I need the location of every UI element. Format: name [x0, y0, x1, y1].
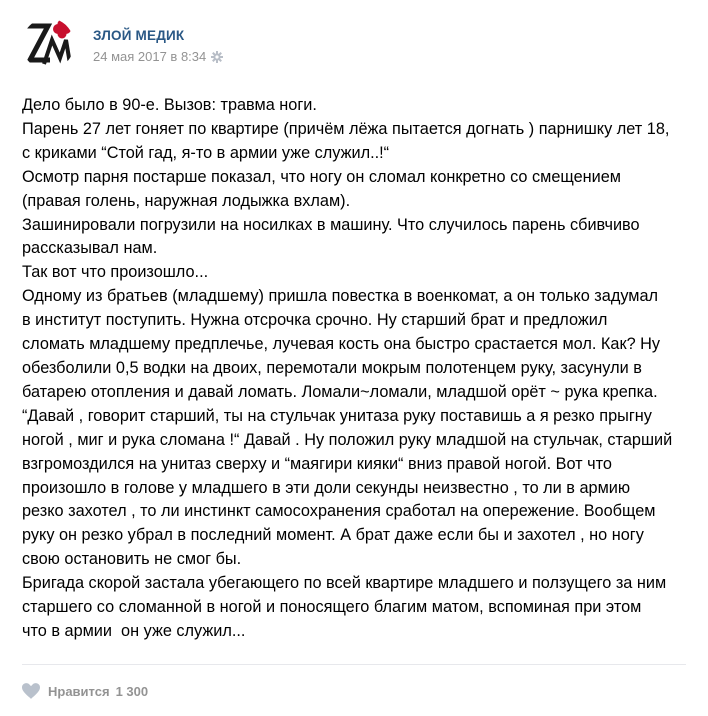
- post-text: [22, 94, 692, 644]
- post-text-line: обезболили 0,5 водки на двоих, перемотали мокрым полотенцем руку, засунули в: [22, 358, 642, 377]
- like-label: Нравится: [48, 683, 110, 699]
- post-text-line: Так вот что произошло...: [22, 263, 209, 282]
- post-text-line: (правая голень, наружная лодыжка вхлам).: [22, 191, 351, 210]
- post-text-line: произошло в голове у младшего в эти доли секунды неизвестно , то ли в армию: [22, 478, 631, 497]
- post-text-line: в институт поступить. Нужна отсрочка срочно. Ну старший брат и предложил: [22, 311, 608, 330]
- post-text-line: Осмотр парня постарше показал, что ногу он сломал конкретно со смещением: [22, 167, 621, 186]
- author-block: [93, 28, 223, 65]
- post-text-line: резко захотел , то ли инстинкт самосохранения сработал на опережение. Вообщем: [22, 502, 656, 521]
- post-header: [22, 18, 682, 70]
- footer-divider: [22, 664, 686, 665]
- avatar[interactable]: [22, 18, 74, 70]
- heart-icon: [22, 683, 40, 699]
- post-text-line: Бригада скорой застала убегающего по всей квартире младшего и ползущего за ним: [22, 574, 667, 593]
- post-text-line: ногой , миг и рука сломана !“ Давай . Ну положил руку младшой на стульчак, старший: [22, 430, 673, 449]
- post-date[interactable]: 24 мая 2017 в 8:34: [93, 49, 207, 64]
- post-text-line: старшего со сломанной в ногой и поносящего благим матом, вспоминая при этом: [22, 598, 642, 617]
- post-text-line: “Давай , говорит старший, ты на стульчак унитаза руку поставишь а я резко прыгну: [22, 406, 652, 425]
- post-text-line: свою остановить не смог бы.: [22, 550, 242, 569]
- like-count: 1 300: [115, 683, 149, 699]
- post-text-line: батарею отопления и давай ломать. Ломали~ломали, младшой орёт ~ рука крепка.: [22, 382, 658, 401]
- author-name[interactable]: ЗЛОЙ МЕДИК: [93, 28, 185, 43]
- post-text-line: руку он резко убрал в последний момент. А брат даже если бы и захотел , но ногу: [22, 526, 644, 545]
- post-text-line: что в армии он уже служил...: [22, 621, 246, 640]
- post-text-line: рассказывал нам.: [22, 239, 158, 258]
- post-text-line: взгромоздился на унитаз сверху и “маягири кияки“ вниз правой ногой. Вот что: [22, 454, 612, 473]
- gear-icon[interactable]: [211, 51, 223, 63]
- post-text-line: Зашинировали погрузили на носилках в машину. Что случилось парень сбивчиво: [22, 215, 640, 234]
- post-text-line: Парень 27 лет гоняет по квартире (причём лёжа пытается догнать ) парнишку лет 18,: [22, 119, 670, 138]
- zm-logo-icon: [22, 18, 74, 70]
- like-button[interactable]: [22, 680, 148, 702]
- post-text-line: сломать младшему предплечье, лучевая кость она быстро срастается мол. Как? Ну: [22, 335, 661, 354]
- post-text-line: Одному из братьев (младшему) пришла повестка в военкомат, а он только задумал: [22, 287, 659, 306]
- post-meta: [93, 49, 223, 65]
- post-text-line: с криками “Стой гад, я-то в армии уже служил..!“: [22, 143, 390, 162]
- post-text-line: Дело было в 90-е. Вызов: травма ноги.: [22, 96, 317, 114]
